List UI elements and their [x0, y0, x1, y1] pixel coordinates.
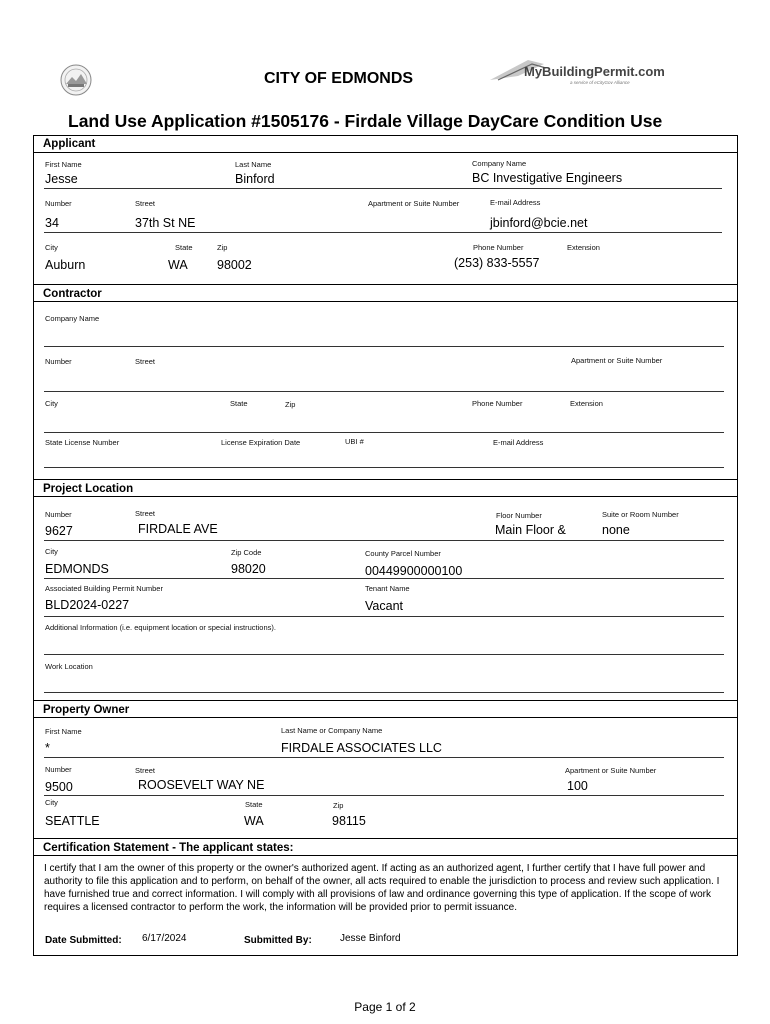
project-zip: 98020: [231, 562, 266, 576]
applicant-company: BC Investigative Engineers: [472, 171, 623, 185]
contractor-city-label: City: [45, 399, 58, 408]
brand-tagline: a service of eCityGov Alliance: [570, 80, 630, 85]
divider: [44, 346, 724, 347]
project-street: FIRDALE AVE: [138, 522, 218, 536]
contractor-email-label: E-mail Address: [493, 438, 544, 447]
applicant-state-label: State: [175, 243, 193, 252]
project-tenant: Vacant: [365, 599, 403, 613]
project-floor-label: Floor Number: [496, 511, 542, 520]
applicant-number: 34: [45, 216, 59, 230]
applicant-first-name: Jesse: [45, 172, 78, 186]
applicant-zip: 98002: [217, 258, 252, 272]
applicant-email-label: E-mail Address: [490, 198, 541, 207]
project-suite-label: Suite or Room Number: [602, 510, 679, 519]
applicant-city-label: City: [45, 243, 58, 252]
contractor-license-label: State License Number: [45, 438, 120, 447]
project-street-label: Street: [135, 509, 156, 518]
contractor-number-label: Number: [45, 357, 72, 366]
section-property-owner: Property Owner: [33, 700, 738, 718]
applicant-last-name: Binford: [235, 172, 275, 186]
project-parcel-label: County Parcel Number: [365, 549, 441, 558]
section-certification: Certification Statement - The applicant states:: [33, 838, 738, 856]
applicant-city: Auburn: [45, 258, 86, 272]
owner-street: ROOSEVELT WAY NE: [138, 778, 265, 792]
owner-apt-label: Apartment or Suite Number: [565, 766, 657, 775]
applicant-ext-label: Extension: [567, 243, 600, 252]
owner-apt: 100: [567, 779, 588, 793]
contractor-state-label: State: [230, 399, 248, 408]
applicant-phone-label: Phone Number: [473, 243, 524, 252]
applicant-first-name-label: First Name: [45, 160, 82, 169]
project-parcel: 00449900000100: [365, 564, 463, 578]
project-zip-label: Zip Code: [231, 548, 262, 557]
owner-first-name: *: [45, 741, 50, 755]
project-number: 9627: [45, 524, 73, 538]
divider: [44, 757, 724, 758]
project-permit: BLD2024-0227: [45, 598, 130, 612]
city-seal-logo: [60, 64, 92, 96]
date-submitted: 6/17/2024: [142, 933, 187, 944]
owner-first-name-label: First Name: [45, 727, 82, 736]
contractor-street-label: Street: [135, 357, 156, 366]
owner-street-label: Street: [135, 766, 156, 775]
section-project-location: Project Location: [33, 479, 738, 497]
page-number: Page 1 of 2: [354, 1000, 416, 1014]
owner-last-name: FIRDALE ASSOCIATES LLC: [281, 741, 442, 755]
applicant-street: 37th St NE: [135, 216, 196, 230]
owner-last-name-label: Last Name or Company Name: [281, 726, 383, 735]
city-title: CITY OF EDMONDS: [264, 70, 414, 87]
applicant-company-label: Company Name: [472, 159, 527, 168]
project-work-location-label: Work Location: [45, 662, 93, 671]
divider: [44, 188, 722, 189]
contractor-company-label: Company Name: [45, 314, 100, 323]
project-floor: Main Floor &: [495, 523, 566, 537]
section-contractor: Contractor: [33, 284, 738, 302]
form-box: [33, 135, 738, 956]
brand-name: MyBuildingPermit.com: [524, 64, 665, 79]
owner-number: 9500: [45, 780, 73, 794]
project-additional-label: Additional Information (i.e. equipment location or special instructions).: [45, 623, 276, 632]
owner-city: SEATTLE: [45, 814, 100, 828]
applicant-state: WA: [168, 258, 188, 272]
applicant-number-label: Number: [45, 199, 72, 208]
owner-city-label: City: [45, 798, 58, 807]
owner-zip-label: Zip: [333, 801, 344, 810]
divider: [44, 391, 724, 392]
submitted-by: Jesse Binford: [340, 933, 401, 944]
divider: [44, 432, 724, 433]
divider: [44, 654, 724, 655]
page-title: Land Use Application #1505176 - Firdale Village DayCare Condition Use: [68, 111, 663, 131]
applicant-last-name-label: Last Name: [235, 160, 272, 169]
divider: [44, 232, 722, 233]
contractor-phone-label: Phone Number: [472, 399, 523, 408]
divider: [44, 616, 724, 617]
contractor-ext-label: Extension: [570, 399, 603, 408]
owner-number-label: Number: [45, 765, 72, 774]
project-permit-label: Associated Building Permit Number: [45, 584, 163, 593]
date-submitted-label: Date Submitted:: [45, 935, 122, 946]
applicant-zip-label: Zip: [217, 243, 228, 252]
mybuildingpermit-logo: [488, 54, 665, 90]
divider: [44, 795, 724, 796]
contractor-zip-label: Zip: [285, 400, 296, 409]
owner-state-label: State: [245, 800, 263, 809]
applicant-street-label: Street: [135, 199, 156, 208]
divider: [44, 578, 724, 579]
submitted-by-label: Submitted By:: [244, 935, 312, 946]
applicant-email: jbinford@bcie.net: [490, 216, 588, 230]
contractor-ubi-label: UBI #: [345, 437, 364, 446]
divider: [44, 692, 724, 693]
applicant-apt-label: Apartment or Suite Number: [368, 199, 460, 208]
project-number-label: Number: [45, 510, 72, 519]
project-tenant-label: Tenant Name: [365, 584, 410, 593]
project-suite: none: [602, 523, 630, 537]
contractor-license-exp-label: License Expiration Date: [221, 438, 301, 447]
certification-text: I certify that I am the owner of this property or the owner's authorized agent. If acting as an authorized agent, I further certify that I have full power and authority to file this application and to perform, on behalf of the owner, all acts required to enable the jurisdiction to process and review such application. I have furnished true and correct information. I will comply with all provisions of law and ordinance governing this type of application. If the scope of work requires a licensed contractor to perform the work, the information will be provided prior to permit issuance.: [44, 863, 720, 913]
project-city-label: City: [45, 547, 58, 556]
owner-state: WA: [244, 814, 264, 828]
applicant-phone: (253) 833-5557: [454, 256, 540, 270]
project-city: EDMONDS: [45, 562, 109, 576]
divider: [44, 467, 724, 468]
owner-zip: 98115: [332, 814, 366, 828]
divider: [44, 540, 724, 541]
contractor-apt-label: Apartment or Suite Number: [571, 356, 663, 365]
section-applicant: Applicant: [33, 135, 738, 153]
